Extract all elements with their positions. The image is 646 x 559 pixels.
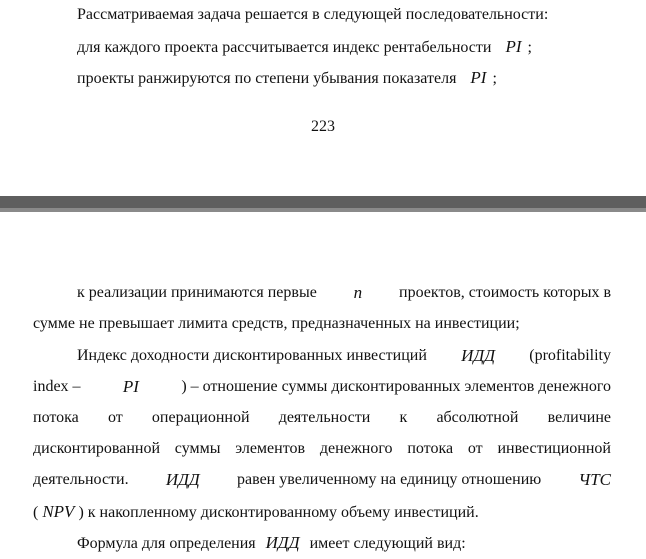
paragraph-line-9 <box>77 533 466 553</box>
line-4-start: index – <box>33 378 81 395</box>
paragraph-line-7 <box>33 470 611 490</box>
page-number: 223 <box>311 118 335 135</box>
var-idd: ИДД <box>461 346 496 365</box>
paragraph-line-2: сумме не превышает лимита средств, предназначенных на инвестиции; <box>33 315 520 332</box>
line-3-end: (profitability <box>529 347 611 364</box>
var-idd: ИДД <box>265 533 300 552</box>
text-line-1: Рассматриваемая задача решается в следующей последовательности: <box>77 6 549 23</box>
var-npv: NPV <box>42 502 75 521</box>
var-n: n <box>353 283 363 302</box>
page-bottom <box>0 212 646 559</box>
page-top <box>0 0 646 196</box>
paragraph-line-4 <box>33 377 611 397</box>
var-pi: PI <box>505 37 522 56</box>
paragraph-line-1 <box>77 283 611 303</box>
paragraph-line-6: дисконтированной суммы элементов денежного потока от инвестиционной <box>33 440 611 457</box>
paragraph-line-5: потока от операционной деятельности к абсолютной величине <box>33 409 611 426</box>
line-1-end: проектов, стоимость которых в <box>399 284 611 301</box>
text-line-2-content: для каждого проекта рассчитывается индекс рентабельности <box>77 39 492 56</box>
line-7-middle: равен увеличенному на единицу отношению <box>237 471 542 488</box>
line-8-end: ) к накопленному дисконтированному объему инвестиций. <box>78 504 479 521</box>
text-line-2 <box>77 37 532 57</box>
semicolon: ; <box>492 70 497 87</box>
page-separator <box>0 196 646 212</box>
paragraph-line-8 <box>33 502 479 522</box>
text-line-3-content: проекты ранжируются по степени убывания показателя <box>77 70 457 87</box>
text-line-3 <box>77 68 497 88</box>
line-1-start: к реализации принимаются первые <box>77 284 317 301</box>
var-pi: PI <box>122 377 139 396</box>
var-chts: ЧТС <box>578 470 611 489</box>
line-9-start: Формула для определения <box>77 535 256 552</box>
line-3-start: Индекс доходности дисконтированных инвестиций <box>77 347 427 364</box>
var-idd: ИДД <box>165 470 200 489</box>
paragraph-line-3 <box>77 346 611 366</box>
line-7-start: деятельности. <box>33 471 129 488</box>
line-9-end: имеет следующий вид: <box>309 535 466 552</box>
semicolon: ; <box>527 39 532 56</box>
line-4-end: ) – отношение суммы дисконтированных элементов денежного <box>181 378 611 395</box>
var-pi: PI <box>470 68 487 87</box>
open-paren: ( <box>33 504 39 521</box>
